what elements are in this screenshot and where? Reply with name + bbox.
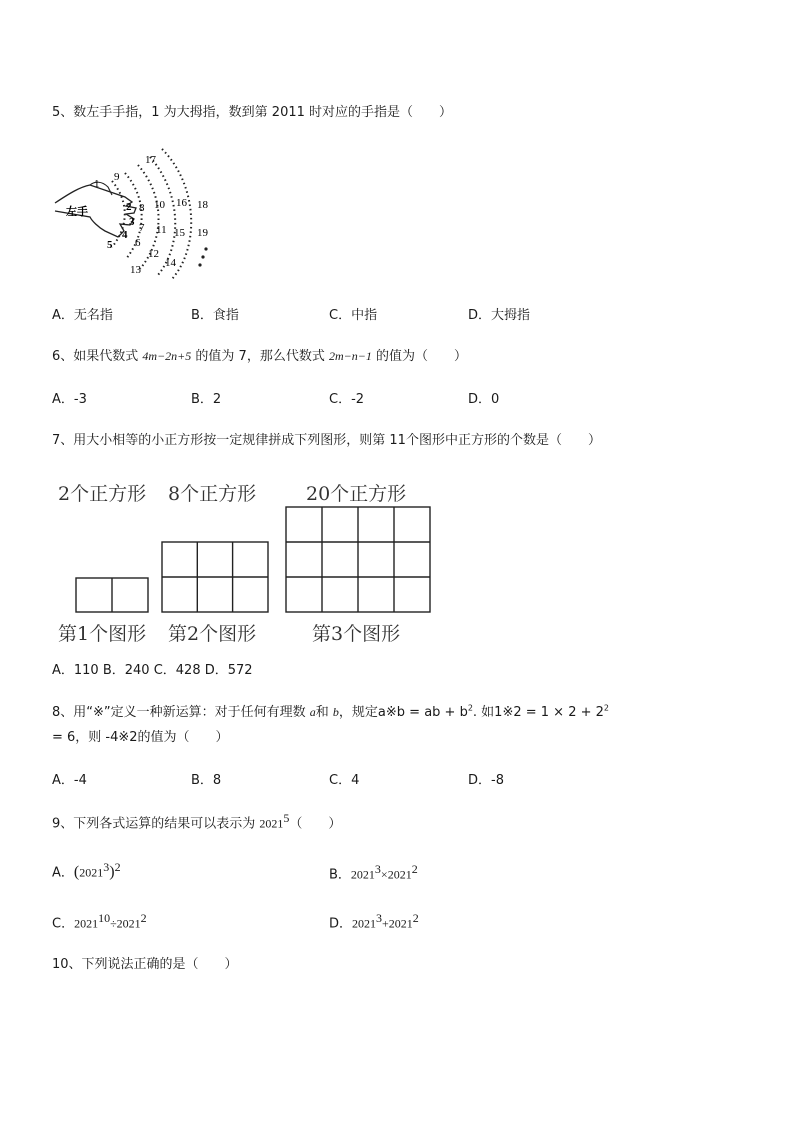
q9-a-inner-exp: 3 bbox=[103, 860, 110, 874]
q9-power-base: 2021 bbox=[259, 816, 284, 831]
q8-exponent: 2 bbox=[603, 703, 609, 713]
q9-b-base-1: 2021 bbox=[350, 867, 375, 882]
hand-number: 9 bbox=[114, 171, 120, 183]
q7-figure-2-count: 8个正方形 bbox=[168, 483, 257, 505]
q5-option-c[interactable]: C．中指 bbox=[329, 308, 378, 323]
q8-option-a[interactable]: A．-4 bbox=[52, 773, 87, 788]
q9-c-exp-2: 2 bbox=[140, 911, 147, 925]
q7-figure-3-label: 第3个图形 bbox=[312, 623, 401, 645]
q9-d-base-2: 2021 bbox=[388, 916, 413, 931]
question-6-stem bbox=[52, 345, 467, 364]
q9-c-base-1: 2021 bbox=[74, 916, 99, 931]
q9-c-operator: ÷ bbox=[110, 916, 117, 931]
hand-number: 3 bbox=[129, 216, 135, 228]
hand-number: 1 bbox=[94, 178, 100, 190]
q9-d-exp-2: 2 bbox=[412, 911, 419, 925]
q9-c-base-2: 2021 bbox=[116, 916, 141, 931]
q6-option-a[interactable]: A．-3 bbox=[52, 392, 87, 407]
hand-number: 13 bbox=[130, 264, 141, 276]
q8-option-d[interactable]: D．-8 bbox=[468, 773, 504, 788]
q9-c-exp-1: 10 bbox=[98, 911, 111, 925]
q8-text-1: 8、用“※”定义一种新运算：对于任何有理数 bbox=[52, 705, 310, 720]
q9-option-b[interactable] bbox=[329, 862, 418, 882]
q9-b-base-2: 2021 bbox=[387, 867, 412, 882]
q7-squares-figure bbox=[70, 500, 440, 618]
hand-number: 6 bbox=[135, 237, 141, 249]
q9-power-exponent: 5 bbox=[283, 811, 290, 825]
q9-d-exp-1: 3 bbox=[376, 911, 383, 925]
q6-expression-1: 4m−2n+5 bbox=[142, 349, 192, 363]
q9-b-exp-1: 3 bbox=[374, 862, 381, 876]
question-7-stem: 7、用大小相等的小正方形按一定规律拼成下列图形，则第 11个图形中正方形的个数是（ ） bbox=[52, 433, 601, 448]
q8-text-3: . 如1※2 = 1 × 2 + 2 bbox=[472, 705, 604, 720]
hand-number: 8 bbox=[139, 202, 145, 214]
q9-option-b-label: B． bbox=[329, 867, 351, 883]
q6-text-post: 的值为（ ） bbox=[371, 349, 467, 364]
q9-text-pre: 9、下列各式运算的结果可以表示为 bbox=[52, 816, 260, 832]
q9-option-a[interactable]: A．$(2021^3)^2$ bbox=[52, 860, 121, 881]
q9-a-outer-exp: 2 bbox=[114, 860, 121, 874]
q9-b-operator: × bbox=[380, 867, 388, 882]
q5-option-d[interactable]: D．大拇指 bbox=[468, 308, 531, 323]
hand-number: 7 bbox=[139, 222, 145, 234]
q9-d-operator: + bbox=[382, 916, 389, 931]
q9-option-d-label: D． bbox=[329, 916, 353, 932]
question-10-stem: 10、下列说法正确的是（ ） bbox=[52, 957, 238, 972]
q9-text-post: （ ） bbox=[289, 816, 342, 832]
hand-number: 19 bbox=[197, 227, 208, 239]
question-5-stem: 5、数左手手指，1 为大拇指，数到第 2011 时对应的手指是（ ） bbox=[52, 105, 453, 120]
question-8-stem-line-1 bbox=[52, 701, 609, 720]
q6-text-mid: 的值为 7，那么代数式 bbox=[191, 349, 329, 364]
q7-figure-1-count: 2个正方形 bbox=[58, 483, 147, 505]
q8-var-b: b bbox=[332, 705, 339, 719]
q8-exponent: 2 bbox=[467, 703, 473, 713]
q8-var-a: a bbox=[309, 705, 316, 719]
q5-option-b[interactable]: B．食指 bbox=[191, 308, 239, 323]
hand-number: 16 bbox=[176, 197, 187, 209]
question-9-stem bbox=[52, 811, 341, 831]
q5-hand-figure bbox=[50, 145, 230, 280]
q9-option-c[interactable] bbox=[52, 911, 147, 931]
q9-a-base: 2021 bbox=[79, 865, 104, 880]
q9-d-base-1: 2021 bbox=[352, 916, 377, 931]
question-8-stem-line-2: = 6，则 -4※2的值为（ ） bbox=[52, 730, 229, 745]
q7-figure-2-label: 第2个图形 bbox=[168, 623, 257, 645]
hand-number: 18 bbox=[197, 199, 208, 211]
q9-b-exp-2: 2 bbox=[411, 862, 418, 876]
hand-number: 5 bbox=[107, 239, 113, 251]
q9-option-d[interactable] bbox=[329, 911, 419, 931]
hand-number: 4 bbox=[122, 229, 128, 241]
q5-option-a[interactable]: A．无名指 bbox=[52, 308, 113, 323]
q6-option-c[interactable]: C．-2 bbox=[329, 392, 365, 407]
hand-number: 10 bbox=[154, 199, 165, 211]
q9-option-c-label: C． bbox=[52, 916, 75, 932]
q7-figure-3-count: 20个正方形 bbox=[306, 483, 407, 505]
q6-expression-2: 2m−n−1 bbox=[328, 349, 372, 363]
q6-option-b[interactable]: B．2 bbox=[191, 392, 222, 407]
q8-option-b[interactable]: B．8 bbox=[191, 773, 222, 788]
hand-number: 14 bbox=[165, 257, 176, 269]
hand-number: 15 bbox=[174, 227, 185, 239]
hand-number: 17 bbox=[145, 154, 156, 166]
q8-text-and: 和 bbox=[315, 705, 333, 720]
hand-number: 2 bbox=[126, 201, 132, 213]
q6-text-pre: 6、如果代数式 bbox=[52, 349, 143, 364]
q8-text-2: ，规定a※b = ab + b bbox=[338, 705, 468, 720]
hand-number: 12 bbox=[148, 248, 159, 260]
q7-options[interactable]: A．110 B．240 C．428 D．572 bbox=[52, 663, 253, 678]
hand-number: 11 bbox=[156, 224, 167, 236]
q6-option-d[interactable]: D．0 bbox=[468, 392, 500, 407]
q8-option-c[interactable]: C．4 bbox=[329, 773, 360, 788]
hand-label: 左手 bbox=[66, 206, 88, 218]
q9-option-a-label: A． bbox=[52, 865, 74, 881]
q7-figure-1-label: 第1个图形 bbox=[58, 623, 147, 645]
